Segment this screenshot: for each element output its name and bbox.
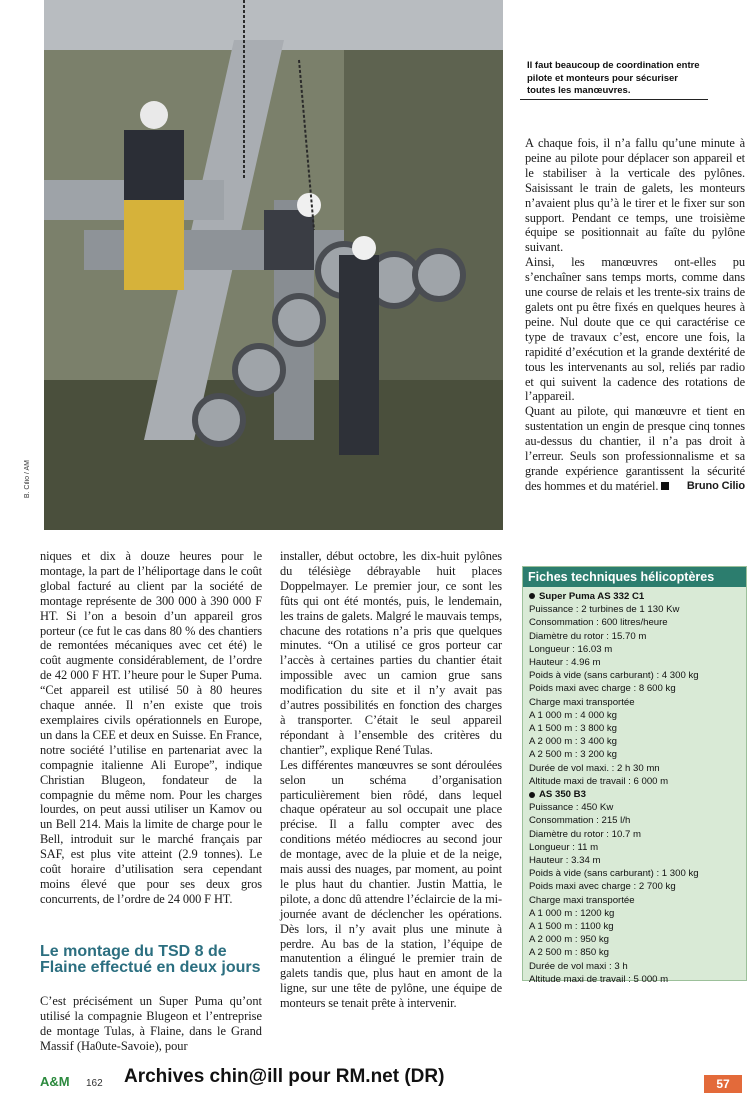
photo-caption: Il faut beaucoup de coordination entre pilote et monteurs pour sécuriser toutes les manœuvres. xyxy=(527,60,700,96)
paragraph: Les différentes manœuvres se sont déroulées selon un schéma d’organisation particulièrement bien rôdé, dans lequel chaque opérateur au sol occupait une place précise. Il a fallu compter avec des conditions météo médiocres au second jour de montage, avec de la pluie et de la neige, mais aussi des nuages, par moment, au point le plus haut du chantier. Justin Mattia, le pilote, a donc dû attendre l’éclaircie de la mi-journée avant de déclencher les opérations. Dès lors, il n’y avait plus une minute à perdre. Au bas de la station, l’équipe de manutention a élingué le premier train de galets tandis que, plus haut en amont de la ligne, sur une tête de pylône, une équipe de monteurs se tenait prête à intervenir. xyxy=(280,757,502,1011)
spec-line: Puissance : 2 turbines de 1 130 Kw xyxy=(529,604,680,616)
paragraph xyxy=(525,404,745,493)
end-mark-icon xyxy=(661,482,669,490)
caption-divider xyxy=(520,99,708,100)
paragraph-text: Quant au pilote, qui manœuvre et tient en sustentation un engin de presque cinq tonnes au-dessus du chantier, il n’a pas droit à l’erreur. Seuls son professionnalisme et sa grande expérience garantissent la sécurité des hommes et du matériel. xyxy=(525,404,745,493)
model-heading xyxy=(529,590,740,603)
spec-line: Diamètre du rotor : 10.7 m xyxy=(529,828,641,840)
spec-line: A 1 500 m : 3 800 kg xyxy=(529,723,618,735)
tech-sheet-title: Fiches techniques hélicoptères xyxy=(523,567,746,587)
spec-line: Poids à vide (sans carburant) : 4 300 kg xyxy=(529,670,699,682)
spec-line: Longueur : 11 m xyxy=(529,841,599,853)
magazine-logo: A&M xyxy=(40,1074,70,1089)
spec-line: Charge maxi transportée xyxy=(529,894,635,906)
paragraph: Ainsi, les manœuvres ont-elles pu s’enchaîner sans temps morts, comme dans une course de relais et les trente-six trains de galets ont pu être fixés en quelques heures à peine. Nul doute que ce qui caractérise ce type de travaux c’est, encore une fois, la rapidité d’exécution et la grande dextérité de tous les intervenants au sol, reliés par radio et qui suivent la cadence des rotations de l’appareil. xyxy=(525,255,745,404)
archive-watermark: Archives chin@ill pour RM.net (DR) xyxy=(124,1066,445,1087)
spec-line: A 1 000 m : 1200 kg xyxy=(529,907,615,919)
spec-line: Poids à vide (sans carburant) : 1 300 kg xyxy=(529,868,699,880)
spec-line: A 2 500 m : 3 200 kg xyxy=(529,749,618,761)
spec-line: Durée de vol maxi. : 2 h 30 mn xyxy=(529,762,660,774)
spec-line: Puissance : 450 Kw xyxy=(529,802,614,814)
tech-sheet-box xyxy=(522,566,747,985)
bullet-icon xyxy=(529,792,535,798)
spec-line: A 2 000 m : 950 kg xyxy=(529,934,610,946)
spec-line: Altitude maxi de travail : 6 000 m xyxy=(529,775,669,787)
spec-line: A 2 500 m : 850 kg xyxy=(529,947,610,959)
spec-line: Durée de vol maxi : 3 h xyxy=(529,960,628,972)
spec-line: A 1 000 m : 4 000 kg xyxy=(529,709,618,721)
spec-line: Altitude maxi de travail : 5 000 m xyxy=(529,973,669,985)
bullet-icon xyxy=(529,593,535,599)
model-heading xyxy=(529,788,740,801)
paragraph: niques et dix à douze heures pour le montage, la part de l’héliportage dans le coût global facturé au client par la société de montage représente de 300 000 à 390 000 F HT. Si l’on a besoin d’un appareil gros porteur (ce fut le cas dans 80 % des chantiers de remontées mécaniques avec cet été) le coût augmente considérablement, de l’ordre de 42 000 F HT. l’heure pour le Super Puma. “Cet appareil est utilisé 50 à 80 heures chaque année. Il n’en existe que trois exemplaires civils opérationnels en Europe, un dans la CEE et deux en Suisse. En France, notre société l’utilise en partenariat avec la compagnie italienne Ali Europe”, indique Christian Blugeon, fondateur de la compagnie du même nom. Pour les charges lourdes, on peut aussi utiliser un Kamov ou un Bell 214. Mais la limite de charge pour le Bell, introduit sur le marché français par SAF, est plus vite atteint (2.9 tonnes). Le coût horaire d’utilisation sera cependant moins élevé que pour ses deux gros concurrents, de l’ordre de 24 000 F HT. xyxy=(40,549,262,906)
spec-line: A 2 000 m : 3 400 kg xyxy=(529,736,618,748)
tech-sheet-body xyxy=(523,587,746,989)
photo-illustration xyxy=(44,0,503,530)
page-number: 57 xyxy=(704,1075,742,1093)
spec-line: Longueur : 16.03 m xyxy=(529,643,613,655)
issue-number: 162 xyxy=(86,1078,103,1089)
spec-line: Hauteur : 4.96 m xyxy=(529,657,601,669)
spec-line: A 1 500 m : 1100 kg xyxy=(529,921,614,933)
model-name: AS 350 B3 xyxy=(539,789,586,801)
article-column-right xyxy=(525,136,745,494)
spec-line: Consommation : 215 l/h xyxy=(529,815,631,827)
spec-line: Poids maxi avec charge : 2 700 kg xyxy=(529,881,676,893)
spec-line: Diamètre du rotor : 15.70 m xyxy=(529,630,647,642)
author-signature: Bruno Cilio xyxy=(686,479,745,492)
spec-line: Charge maxi transportée xyxy=(529,696,635,708)
photo-helicopter-pylon-mounting xyxy=(44,0,503,530)
section-intro: C’est précisément un Super Puma qu’ont utilisé la compagnie Blugeon et l’entreprise de montage Tulas, à Flaine, dans le Grand Massif (Ha0ute-Savoie), pour xyxy=(40,994,262,1053)
photo-credit: B. Cilio / AM xyxy=(24,460,31,499)
paragraph: A chaque fois, il n’a fallu qu’une minute à peine au pilote pour déplacer son appareil et le stabiliser à la verticale des pylônes. Saisissant le train de galets, les monteurs n’avaient plus qu’à le tirer et le fixer sur son support. Pendant ce temps, une troisième équipe se positionnait au faîte du pylône suivant. xyxy=(525,136,745,255)
article-column-2 xyxy=(280,549,502,1011)
article-column-1 xyxy=(40,549,262,907)
paragraph: installer, début octobre, les dix-huit pylônes du télésiège débrayable huit places Doppelmayer. Le premier jour, ce sont les fûts qui ont été montés, puis, le lendemain, les trains de galets. Malgré le mauvais temps, chacune des rotations n’a pris que quelques minutes. “On a utilisé ce gros porteur car l’accès à certaines parties du chantier était impossible avec un camion grue sans modification du site et il n’y avait pas d’autres possibilités en fonction des charges à transporter. C’était le seul appareil répondant à l’ensemble des critères du chantier”, explique René Tulas. xyxy=(280,549,502,757)
spec-line: Poids maxi avec charge : 8 600 kg xyxy=(529,683,676,695)
model-name: Super Puma AS 332 C1 xyxy=(539,591,645,602)
spec-line: Hauteur : 3.34 m xyxy=(529,855,601,867)
spec-line: Consommation : 600 litres/heure xyxy=(529,617,668,629)
section-heading: Le montage du TSD 8 de Flaine effectué en deux jours xyxy=(40,943,261,976)
